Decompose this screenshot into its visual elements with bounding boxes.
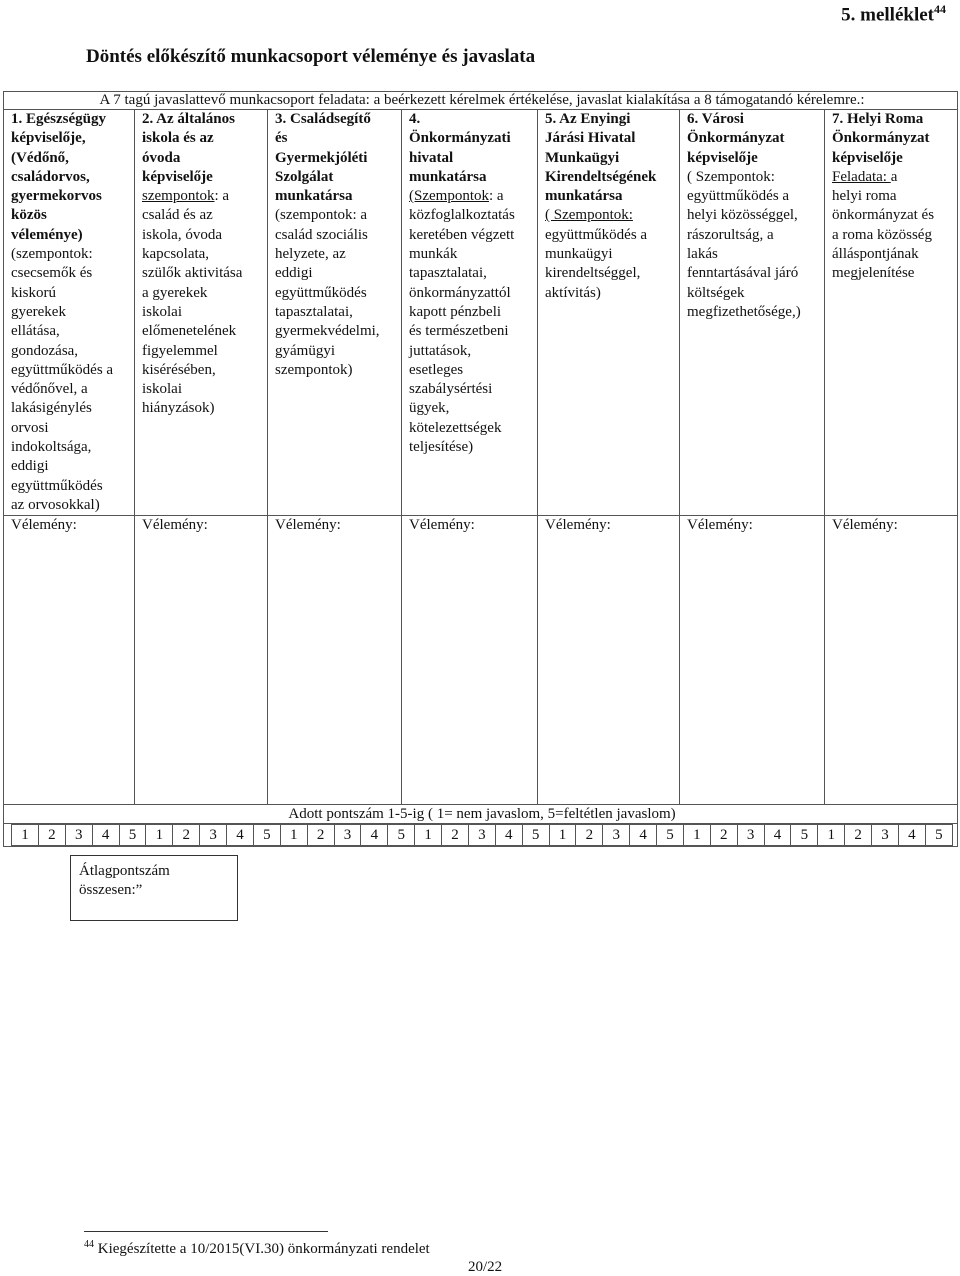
criteria-body-line: tapasztalatai, (275, 303, 353, 320)
footnote-divider (84, 1231, 328, 1232)
criteria-body-line: család és az (142, 207, 213, 224)
criteria-body-line: megfizethetősége,) (687, 303, 801, 320)
criteria-title-line: képviselője (687, 149, 758, 166)
criteria-body-line: fenntartásával járó (687, 265, 799, 282)
criteria-title-line: Önkormányzati (409, 130, 511, 147)
criteria-body-line: gyermekvédelmi, (275, 323, 380, 340)
score-option[interactable]: 1 (12, 825, 39, 846)
criteria-title-line: 5. Az Enyingi (545, 111, 631, 127)
criteria-cell-5 (538, 110, 680, 516)
score-option[interactable]: 4 (495, 825, 522, 846)
page-title: Döntés előkészítő munkacsoport véleménye és javaslata (86, 46, 536, 67)
criteria-body-line: Feladata: a (832, 168, 898, 185)
criteria-body-line: együttműködés a (687, 188, 790, 205)
criteria-title-line: munkatársa (545, 188, 623, 205)
criteria-body-line: iskolai (142, 303, 182, 320)
criteria-title-line: képviselője (142, 168, 213, 185)
criteria-title-line: 3. Családsegítő (275, 111, 371, 127)
criteria-body-line: kirendeltséggel, (545, 265, 641, 282)
criteria-body-line: védőnővel, a (11, 381, 88, 398)
score-option[interactable]: 5 (253, 825, 280, 846)
criteria-body-line: helyi közösséggel, (687, 207, 798, 224)
footnote-number: 44 (84, 1239, 94, 1250)
criteria-body-line: szempontok) (275, 361, 353, 378)
criteria-title-line: Szolgálat (275, 168, 334, 185)
criteria-body-line: tapasztalatai, (409, 265, 487, 282)
criteria-body-line: ügyek, (409, 400, 450, 417)
criteria-body-line: helyzete, az (275, 246, 346, 263)
criteria-body-line: rászorultság, a (687, 226, 774, 243)
criteria-body-line: orvosi (11, 419, 49, 436)
criteria-body-line: álláspontjának (832, 246, 919, 263)
score-option[interactable]: 4 (92, 825, 119, 846)
criteria-body-line: eddigi (11, 458, 49, 475)
annex-text: 5. melléklet (841, 4, 934, 26)
criteria-body-line: teljesítése) (409, 439, 474, 456)
criteria-title-line: Járási Hivatal (545, 130, 636, 147)
criteria-body-line: és természetbeni (409, 323, 509, 340)
criteria-body-line: keretében végzett (409, 226, 515, 243)
footnote (84, 1239, 430, 1258)
opinion-field-5[interactable] (538, 516, 680, 805)
criteria-body-line: gyerekek (11, 303, 66, 320)
footnote-ref: 44 (934, 2, 946, 16)
annex-label (841, 2, 946, 26)
score-option[interactable]: 1 (415, 825, 442, 846)
average-label: Átlagpontszám (79, 863, 170, 879)
score-option[interactable]: 3 (334, 825, 361, 846)
score-option[interactable]: 5 (657, 825, 684, 846)
page-number: 20/22 (468, 1259, 503, 1275)
criteria-body-line: ( Szempontok: (545, 207, 633, 224)
opinion-label: Vélemény: (545, 517, 611, 534)
criteria-body-line: közfoglalkoztatás (409, 207, 515, 224)
opinion-label: Vélemény: (142, 517, 208, 534)
criteria-body-line: szabálysértési (409, 381, 493, 398)
score-option[interactable]: 2 (710, 825, 737, 846)
score-option[interactable]: 1 (818, 825, 845, 846)
criteria-body-line: kisérésében, (142, 361, 216, 378)
criteria-title-line: hivatal (409, 149, 454, 166)
score-option[interactable]: 4 (630, 825, 657, 846)
criteria-title-line: Önkormányzat (687, 130, 785, 147)
opinion-field-7[interactable] (825, 516, 958, 805)
score-scale (11, 824, 953, 846)
average-total-label: összesen:” (79, 882, 143, 898)
score-option[interactable]: 5 (388, 825, 415, 846)
score-option[interactable]: 3 (65, 825, 92, 846)
opinion-field-1[interactable] (4, 516, 135, 805)
criteria-body-line: ( Szempontok: (687, 168, 775, 185)
criteria-title-line: munkatársa (275, 188, 353, 205)
criteria-body-line: a roma közösség (832, 226, 932, 243)
criteria-body-line: lakás (687, 246, 718, 263)
opinion-row (4, 516, 958, 805)
criteria-cell-7 (825, 110, 958, 516)
criteria-body-line: együttműködés a (545, 226, 648, 243)
criteria-body-line: indokoltsága, (11, 439, 92, 456)
criteria-title-line: 7. Helyi Roma (832, 111, 924, 127)
criteria-title-line: Gyermekjóléti (275, 149, 368, 166)
criteria-cell-2 (135, 110, 268, 516)
criteria-title-line: képviselője, (11, 130, 86, 147)
evaluation-table (3, 91, 958, 847)
criteria-body-line: aktívitás) (545, 284, 601, 301)
opinion-field-3[interactable] (268, 516, 402, 805)
criteria-body-line: kapcsolata, (142, 246, 210, 263)
criteria-body-line: iskolai (142, 381, 182, 398)
criteria-body-line: előmenetelének (142, 323, 237, 340)
criteria-body-line: önkormányzattól (409, 284, 511, 301)
points-header: Adott pontszám 1-5-ig ( 1= nem javaslom, 5=feltétlen javaslom) (4, 805, 958, 824)
criteria-cell-1 (4, 110, 135, 516)
score-option[interactable]: 4 (898, 825, 925, 846)
criteria-cell-4 (402, 110, 538, 516)
opinion-label: Vélemény: (832, 517, 898, 534)
score-option[interactable]: 4 (764, 825, 791, 846)
criteria-body-line: szülők aktivitása (142, 265, 243, 282)
score-option[interactable]: 3 (468, 825, 495, 846)
score-option[interactable]: 5 (925, 825, 952, 846)
score-option[interactable]: 2 (442, 825, 469, 846)
score-option[interactable]: 2 (307, 825, 334, 846)
opinion-label: Vélemény: (11, 517, 77, 534)
criteria-title-line: családorvos, (11, 168, 90, 185)
score-option[interactable]: 2 (576, 825, 603, 846)
score-option[interactable]: 1 (549, 825, 576, 846)
criteria-title-line: véleménye) (11, 226, 83, 243)
score-option[interactable]: 2 (173, 825, 200, 846)
score-option[interactable]: 3 (603, 825, 630, 846)
criteria-title-line: Önkormányzat (832, 130, 930, 147)
criteria-title-line: (Védőnő, (11, 149, 69, 166)
criteria-body-line: önkormányzat és (832, 207, 935, 224)
score-option[interactable]: 5 (119, 825, 146, 846)
criteria-cell-6 (680, 110, 825, 516)
criteria-title-line: 4. (409, 111, 421, 127)
criteria-body-line: eddigi (275, 265, 313, 282)
criteria-body-line: lakásigénylés (11, 400, 92, 417)
score-option[interactable]: 3 (200, 825, 227, 846)
score-option[interactable]: 3 (872, 825, 899, 846)
criteria-body-line: csecsemők és (11, 265, 93, 282)
score-option[interactable]: 4 (361, 825, 388, 846)
criteria-body-line: kapott pénzbeli (409, 303, 502, 320)
criteria-body-line: munkaügyi (545, 246, 613, 263)
opinion-field-4[interactable] (402, 516, 538, 805)
score-option[interactable]: 3 (737, 825, 764, 846)
criteria-body-line: (szempontok: a (275, 207, 368, 224)
criteria-title-line: 2. Az általános (142, 111, 235, 127)
opinion-field-6[interactable] (680, 516, 825, 805)
score-option[interactable]: 4 (227, 825, 254, 846)
score-option[interactable]: 5 (522, 825, 549, 846)
criteria-body-line: kiskorú (11, 284, 56, 301)
criteria-cell-3 (268, 110, 402, 516)
criteria-body-line: kötelezettségek (409, 419, 502, 436)
criteria-title-line: iskola és az (142, 130, 214, 147)
criteria-title-line: 6. Városi (687, 111, 744, 127)
score-option[interactable]: 1 (146, 825, 173, 846)
criteria-body-line: (szempontok: (11, 246, 93, 263)
criteria-title-line: Munkaügyi (545, 149, 620, 166)
criteria-body-line: szempontok: a (142, 188, 230, 205)
criteria-body-line: esetleges (409, 361, 464, 378)
criteria-body-line: gyámügyi (275, 342, 335, 359)
opinion-label: Vélemény: (275, 517, 341, 534)
criteria-body-line: együttműködés (11, 477, 103, 494)
score-option[interactable]: 1 (683, 825, 710, 846)
score-option[interactable]: 2 (38, 825, 65, 846)
criteria-title-line: gyermekorvos (11, 188, 102, 205)
criteria-body-line: a gyerekek (142, 284, 208, 301)
criteria-title-line: és (275, 130, 288, 147)
average-score-box[interactable] (70, 855, 238, 921)
criteria-body-line: munkák (409, 246, 458, 263)
criteria-body-line: költségek (687, 284, 745, 301)
task-description: A 7 tagú javaslattevő munkacsoport feladata: a beérkezett kérelmek értékelése, javaslat kialakítása a 8 támogatandó kérelemre.: (4, 92, 958, 110)
criteria-title-line: Kirendeltségének (545, 168, 657, 185)
criteria-body-line: hiányzások) (142, 400, 215, 417)
criteria-body-line: iskola, óvoda (142, 226, 222, 243)
score-option[interactable]: 1 (280, 825, 307, 846)
criteria-body-line: együttműködés (275, 284, 367, 301)
criteria-title-line: közös (11, 207, 47, 224)
criteria-body-line: ellátása, (11, 323, 60, 340)
criteria-title-line: 1. Egészségügy (11, 111, 106, 127)
criteria-title-line: munkatársa (409, 168, 487, 185)
criteria-body-line: (Szempontok: a (409, 188, 504, 205)
criteria-title-line: óvoda (142, 149, 181, 166)
criteria-body-line: helyi roma (832, 188, 897, 205)
criteria-body-line: együttműködés a (11, 361, 114, 378)
opinion-label: Vélemény: (687, 517, 753, 534)
criteria-row (4, 110, 958, 516)
criteria-body-line: gondozása, (11, 342, 79, 359)
opinion-field-2[interactable] (135, 516, 268, 805)
criteria-body-line: család szociális (275, 226, 368, 243)
footnote-text: Kiegészítette a 10/2015(VI.30) önkormányzati rendelet (94, 1241, 430, 1257)
criteria-body-line: juttatások, (409, 342, 472, 359)
criteria-body-line: megjelenítése (832, 265, 915, 282)
score-option[interactable]: 2 (845, 825, 872, 846)
criteria-body-line: az orvosokkal) (11, 496, 100, 513)
opinion-label: Vélemény: (409, 517, 475, 534)
criteria-body-line: figyelemmel (142, 342, 218, 359)
score-option[interactable]: 5 (791, 825, 818, 846)
criteria-title-line: képviselője (832, 149, 903, 166)
